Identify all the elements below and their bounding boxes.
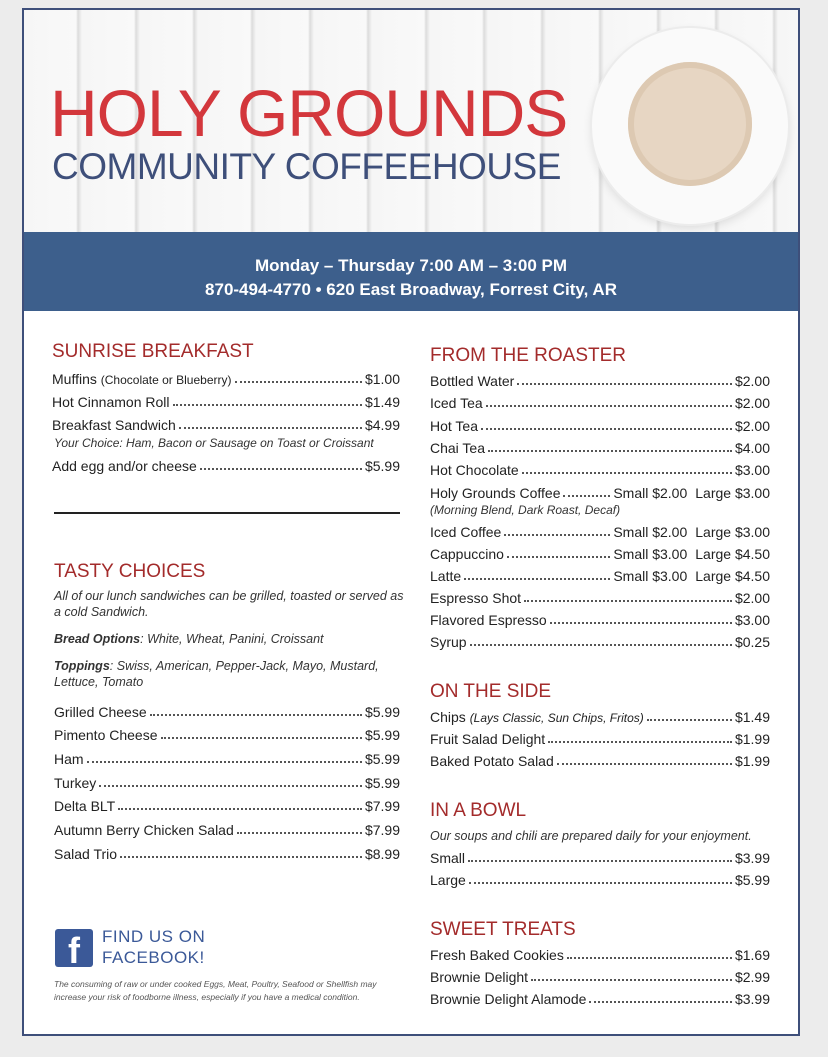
menu-item: Delta BLT $7.99 xyxy=(54,798,400,814)
menu-header xyxy=(24,10,798,232)
menu-item: Add egg and/or cheese $5.99 xyxy=(52,458,400,474)
menu-item: Pimento Cheese $5.99 xyxy=(54,727,400,743)
menu-item: Chai Tea $4.00 xyxy=(430,440,770,456)
menu-item: Iced Tea $2.00 xyxy=(430,395,770,411)
menu-item: Flavored Espresso $3.00 xyxy=(430,612,770,628)
facebook-link[interactable]: FIND US ON FACEBOOK! xyxy=(102,927,206,967)
menu-item: Muffins (Chocolate or Blueberry) $1.00 xyxy=(52,371,400,387)
menu-item: Baked Potato Salad $1.99 xyxy=(430,753,770,769)
menu-item: Grilled Cheese $5.99 xyxy=(54,704,400,720)
menu-item: Hot Cinnamon Roll $1.49 xyxy=(52,394,400,410)
contact-info: 870-494-4770 • 620 East Broadway, Forrest City, AR xyxy=(205,280,617,299)
menu-item: Hot Tea $2.00 xyxy=(430,418,770,434)
menu-item: Small $3.99 xyxy=(430,850,770,866)
menu-item: Brownie Delight $2.99 xyxy=(430,969,770,985)
menu-item: Fruit Salad Delight $1.99 xyxy=(430,731,770,747)
bread-options: Bread Options: White, Wheat, Panini, Croissant xyxy=(54,632,324,646)
section-title-roaster: FROM THE ROASTER xyxy=(430,345,626,366)
divider-line xyxy=(54,512,400,514)
menu-item: Salad Trio $8.99 xyxy=(54,846,400,862)
menu-item: Latte Small $3.00 Large $4.50 xyxy=(430,568,770,584)
menu-item: Espresso Shot $2.00 xyxy=(430,590,770,606)
food-safety-disclaimer: The consuming of raw or under cooked Eggs, Meat, Poultry, Seafood or Shellfish may increase your risk of foodborne illness, especially if you have a medical condition. xyxy=(54,979,377,1002)
menu-item: Holy Grounds Coffee Small $2.00 Large $3.00 xyxy=(430,485,770,501)
toppings-options: Toppings: Swiss, American, Pepper-Jack, Mayo, Mustard, Lettuce, Tomato xyxy=(54,659,379,689)
info-band xyxy=(24,232,798,311)
menu-item: Cappuccino Small $3.00 Large $4.50 xyxy=(430,546,770,562)
coffee-blend-note: (Morning Blend, Dark Roast, Decaf) xyxy=(430,503,621,517)
menu-item: Syrup $0.25 xyxy=(430,634,770,650)
menu-sheet xyxy=(22,8,800,1036)
menu-item: Brownie Delight Alamode $3.99 xyxy=(430,991,770,1007)
section-title-side: ON THE SIDE xyxy=(430,681,552,702)
section-title-bowl: IN A BOWL xyxy=(430,800,527,821)
section-title-sunrise: SUNRISE BREAKFAST xyxy=(52,341,254,362)
menu-item: Fresh Baked Cookies $1.69 xyxy=(430,947,770,963)
coffee-surface xyxy=(628,62,752,186)
tasty-intro: All of our lunch sandwiches can be grilled, toasted or served as a cold Sandwich. xyxy=(54,589,404,619)
section-title-tasty: TASTY CHOICES xyxy=(54,561,206,582)
bowl-note: Our soups and chili are prepared daily for your enjoyment. xyxy=(430,829,752,843)
section-title-sweets: SWEET TREATS xyxy=(430,919,576,940)
coffeehouse-title: HOLY GROUNDS xyxy=(50,76,568,150)
menu-item: Bottled Water $2.00 xyxy=(430,373,770,389)
menu-item: Large $5.99 xyxy=(430,872,770,888)
facebook-icon[interactable]: f xyxy=(55,929,93,967)
sandwich-note: Your Choice: Ham, Bacon or Sausage on Toast or Croissant xyxy=(54,436,374,450)
business-hours: Monday – Thursday 7:00 AM – 3:00 PM xyxy=(254,256,568,275)
menu-item: Ham $5.99 xyxy=(54,751,400,767)
menu-item: Hot Chocolate $3.00 xyxy=(430,462,770,478)
menu-item: Iced Coffee Small $2.00 Large $3.00 xyxy=(430,524,770,540)
menu-item: Autumn Berry Chicken Salad $7.99 xyxy=(54,822,400,838)
menu-item: Chips (Lays Classic, Sun Chips, Fritos) $1.49 xyxy=(430,709,770,725)
coffeehouse-subtitle: COMMUNITY COFFEEHOUSE xyxy=(52,146,561,187)
menu-item: Breakfast Sandwich $4.99 xyxy=(52,417,400,433)
coffee-cup-image xyxy=(592,28,788,224)
menu-item: Turkey $5.99 xyxy=(54,775,400,791)
